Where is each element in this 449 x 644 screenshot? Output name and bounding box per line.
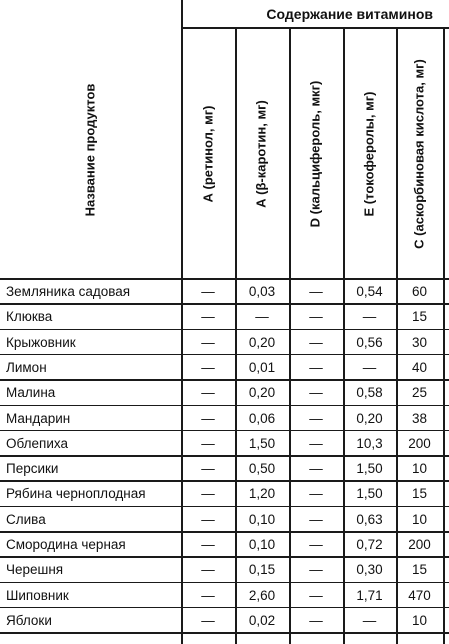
row-value-cell: — — [201, 511, 215, 527]
row-product-name: Шиповник — [6, 587, 69, 603]
row-value-cell: — — [255, 309, 269, 325]
row-value-cell: 0,20 — [248, 385, 276, 401]
column-header-beta-carotene: А (β-каротин, мг) — [253, 100, 269, 208]
row-value-cell: — — [309, 359, 323, 375]
row-value-cell: 15 — [411, 562, 428, 578]
row-value-cell: 0,01 — [248, 359, 276, 375]
row-value-cell: — — [309, 309, 323, 325]
row-value-cell: 10,3 — [356, 435, 383, 451]
row-product-name: Лимон — [6, 359, 47, 375]
row-value-cell: — — [309, 587, 323, 603]
row-value-cell: 10 — [411, 612, 428, 628]
row-value-cell: 0,58 — [356, 385, 383, 401]
row-value-cell: 60 — [411, 284, 428, 299]
row-value-cell: — — [201, 562, 215, 578]
row-value-cell: 0,02 — [248, 612, 276, 628]
row-value-cell: 10 — [411, 511, 428, 527]
row-value-cell: — — [309, 486, 323, 502]
row-value-cell: 0,10 — [248, 537, 276, 552]
row-product-name: Малина — [6, 385, 56, 401]
row-value-cell: — — [362, 612, 377, 628]
row-value-cell: — — [309, 284, 323, 299]
row-product-name: Яблоки — [6, 612, 52, 628]
row-value-cell: — — [201, 385, 215, 401]
row-product-name: Персики — [6, 461, 59, 477]
column-divider-line — [443, 27, 445, 644]
row-value-cell: — — [201, 435, 215, 451]
row-value-cell: 200 — [408, 537, 431, 552]
row-value-cell: 1,50 — [248, 435, 276, 451]
row-value-cell: — — [309, 334, 323, 350]
row-value-cell: 38 — [411, 410, 428, 426]
group-header: Содержание витаминов — [266, 6, 433, 22]
column-header-tocopherol: Е (токоферолы, мг) — [361, 91, 377, 217]
product-column-header: Название продуктов — [82, 83, 98, 217]
row-value-cell: — — [362, 309, 377, 325]
row-value-cell: 1,71 — [356, 587, 383, 603]
row-product-name: Слива — [6, 511, 46, 527]
row-product-name: Мандарин — [6, 410, 71, 426]
row-value-cell: — — [362, 359, 377, 375]
column-header-retinol: А (ретинол, мг) — [200, 105, 216, 203]
row-value-cell: 0,20 — [248, 334, 276, 350]
column-header-ascorbic-acid: С (аскорбиновая кислота, мг) — [411, 59, 427, 249]
row-value-cell: 0,30 — [356, 562, 383, 578]
column-header-calciferol: D (кальцифероль, мкг) — [307, 80, 323, 228]
row-value-cell: 25 — [411, 385, 428, 401]
row-value-cell: 15 — [411, 486, 428, 502]
row-value-cell: — — [201, 537, 215, 552]
row-value-cell: 1,50 — [356, 461, 383, 477]
row-value-cell: — — [201, 461, 215, 477]
row-value-cell: 1,50 — [356, 486, 383, 502]
row-value-cell: — — [309, 511, 323, 527]
row-value-cell: 0,06 — [248, 410, 276, 426]
row-value-cell: 0,15 — [248, 562, 276, 578]
row-value-cell: — — [309, 435, 323, 451]
row-value-cell: — — [309, 461, 323, 477]
row-value-cell: 0,54 — [356, 284, 383, 299]
row-value-cell: 470 — [408, 587, 431, 603]
row-value-cell: 2,60 — [248, 587, 276, 603]
row-value-cell: 0,10 — [248, 511, 276, 527]
row-product-name: Крыжовник — [6, 334, 76, 350]
row-product-name: Клюква — [6, 309, 53, 325]
row-value-cell: 200 — [408, 435, 431, 451]
row-value-cell: 0,63 — [356, 511, 383, 527]
row-value-cell: — — [201, 334, 215, 350]
row-value-cell: — — [309, 612, 323, 628]
row-value-cell: 30 — [411, 334, 428, 350]
row-value-cell: — — [309, 537, 323, 552]
row-value-cell: — — [201, 486, 215, 502]
row-value-cell: 0,03 — [248, 284, 276, 299]
row-value-cell: — — [309, 385, 323, 401]
row-product-name: Смородина черная — [6, 537, 126, 552]
row-value-cell: — — [201, 359, 215, 375]
row-value-cell: — — [309, 562, 323, 578]
row-value-cell: — — [309, 410, 323, 426]
row-value-cell: — — [201, 284, 215, 299]
row-product-name: Облепиха — [6, 435, 68, 451]
row-value-cell: 10 — [411, 461, 428, 477]
row-product-name: Черешня — [6, 562, 64, 578]
row-product-name: Рябина черноплодная — [6, 486, 146, 502]
row-value-cell: 1,20 — [248, 486, 276, 502]
row-value-cell: — — [201, 587, 215, 603]
row-value-cell: 0,20 — [356, 410, 383, 426]
row-value-cell: — — [201, 309, 215, 325]
header-divider-line — [181, 27, 449, 29]
row-value-cell: 0,56 — [356, 334, 383, 350]
row-value-cell: 15 — [411, 309, 428, 325]
row-product-name: Земляника садовая — [6, 284, 131, 299]
row-value-cell: 0,72 — [356, 537, 383, 552]
row-value-cell: 40 — [411, 359, 428, 375]
row-value-cell: 0,50 — [248, 461, 276, 477]
row-value-cell: — — [201, 410, 215, 426]
row-value-cell: — — [201, 612, 215, 628]
